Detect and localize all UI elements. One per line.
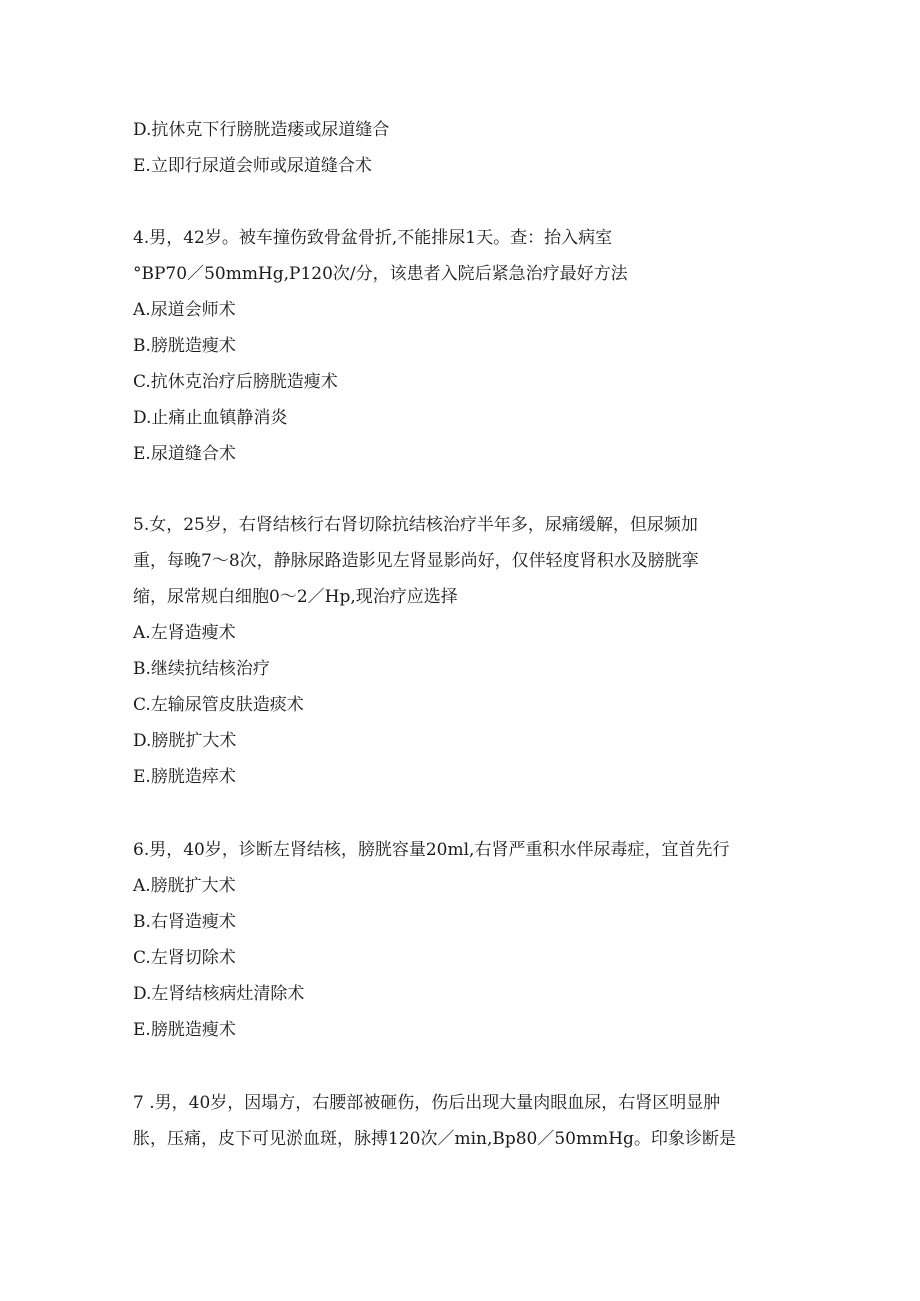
q3-option-d: D.抗休克下行膀胱造瘘或尿道缝合 xyxy=(133,120,390,140)
q4-stem-line-2: °BP70／50mmHg,P120次/分，该患者入院后紧急治疗最好方法 xyxy=(133,264,628,284)
q5-stem-line-1: 5.女，25岁，右肾结核行右肾切除抗结核治疗半年多，尿痛缓解，但尿频加 xyxy=(133,515,698,535)
q6-option-a: A.膀胱扩大术 xyxy=(133,876,236,896)
q4-option-d: D.止痛止血镇静消炎 xyxy=(133,408,288,428)
q4-option-c: C.抗休克治疗后膀胱造瘦术 xyxy=(133,372,338,392)
q5-option-e: E.膀胱造瘁术 xyxy=(133,767,236,787)
q6-option-d: D.左肾结核病灶清除术 xyxy=(133,984,305,1004)
q6-option-e: E.膀胱造瘦术 xyxy=(133,1020,236,1040)
q7-stem-line-2: 胀，压痛，皮下可见淤血斑，脉搏120次／min,Bp80／50mmHg。印象诊断是 xyxy=(133,1129,736,1149)
q7-stem-line-1: 7 .男，40岁，因塌方，右腰部被砸伤，伤后出现大量肉眼血尿，右肾区明显肿 xyxy=(133,1093,721,1113)
q6-option-b: B.右肾造瘦术 xyxy=(133,912,236,932)
q5-stem-line-2: 重，每晚7～8次，静脉尿路造影见左肾显影尚好，仅伴轻度肾积水及膀胱挛 xyxy=(133,551,699,571)
q4-option-a: A.尿道会师术 xyxy=(133,300,236,320)
q4-option-b: B.膀胱造瘦术 xyxy=(133,336,236,356)
q5-stem-line-3: 缩，尿常规白细胞0～2／Hp,现治疗应选择 xyxy=(133,587,458,607)
q5-option-d: D.膀胱扩大术 xyxy=(133,731,237,751)
q3-option-e: E.立即行尿道会师或尿道缝合术 xyxy=(133,156,372,176)
q5-option-c: C.左输尿管皮肤造痰术 xyxy=(133,695,304,715)
q6-stem: 6.男，40岁，诊断左肾结核，膀胱容量20ml,右肾严重积水伴尿毒症，宜首先行 xyxy=(133,840,730,860)
q5-option-b: B.继续抗结核治疗 xyxy=(133,659,270,679)
q6-option-c: C.左肾切除术 xyxy=(133,948,236,968)
q4-option-e: E.尿道缝合术 xyxy=(133,444,236,464)
q4-stem-line-1: 4.男，42岁。被车撞伤致骨盆骨折,不能排尿1天。查：抬入病室 xyxy=(133,228,613,248)
q5-option-a: A.左肾造瘦术 xyxy=(133,623,236,643)
